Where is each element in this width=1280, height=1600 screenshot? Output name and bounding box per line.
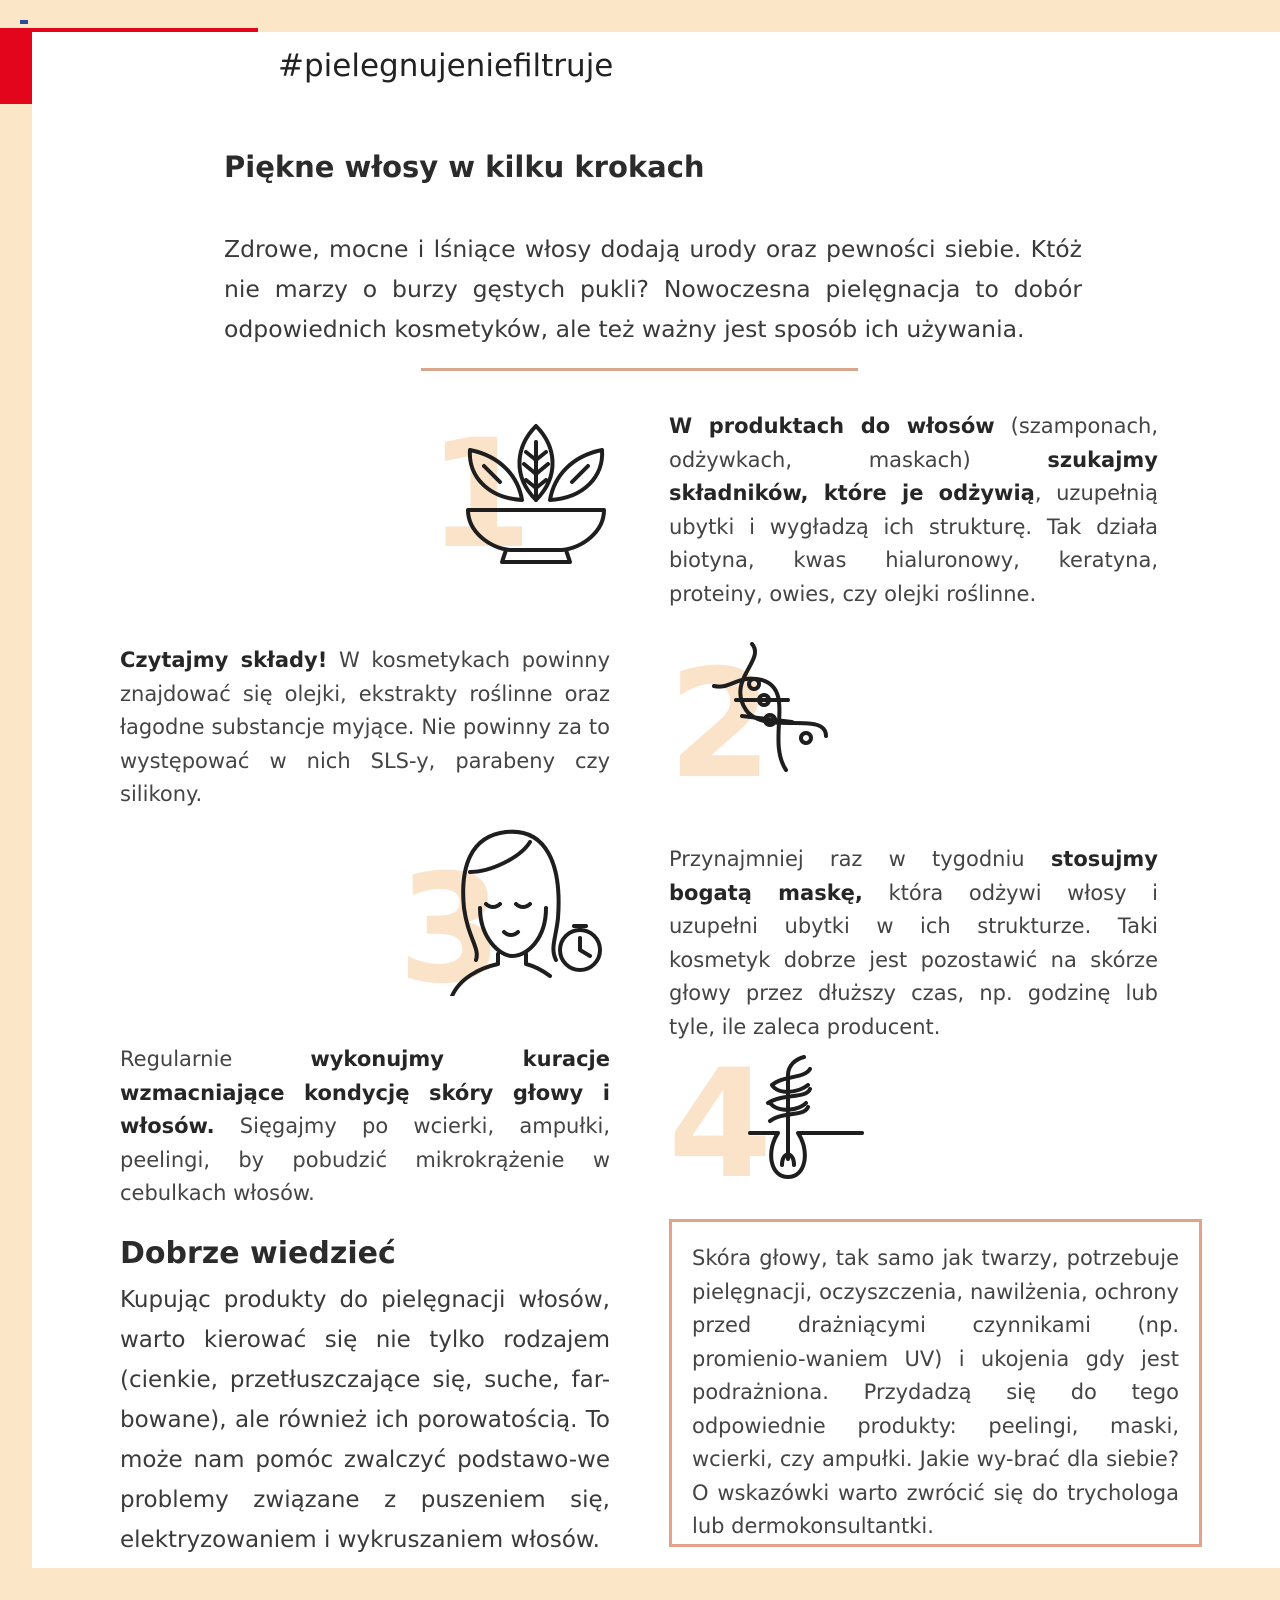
- step-3-text-2: która odżywi włosy i uzupełni ubytki w ich strukturze. Taki kosmetyk dobrze jest pozostawić na skórze głowy przez dłuższy czas, np. godzinę lub tyle, ile zaleca producent.: [669, 880, 1159, 1039]
- step-number-2: 2: [668, 638, 773, 812]
- step-2-text-1: W kosmetykach powinny znajdować się olejki, ekstrakty roślinne oraz łagodne substancje myjące. Nie powinny za to występować w nich SLS-y, parabeny czy silikony.: [120, 648, 610, 806]
- divider: [421, 368, 858, 371]
- step-4-text-2: Sięgajmy po wcierki, ampułki, peelingi, by pobudzić mikrokrążenie w cebulkach włosów.: [120, 1114, 610, 1205]
- step-2-bold-1: Czytajmy składy!: [120, 648, 328, 672]
- step-2-text: [120, 644, 610, 812]
- step-4-text-1: Regularnie: [120, 1047, 311, 1071]
- step-1-text: [669, 410, 1158, 611]
- step-number-3: 3: [398, 843, 503, 1017]
- step-1-text-1: (szamponach, odżywkach, maskach): [669, 414, 1158, 472]
- woman-timer-icon: [450, 828, 610, 996]
- info-box: [669, 1219, 1202, 1547]
- hair-follicle-icon: [748, 1055, 864, 1181]
- step-number-1: 1: [428, 408, 533, 582]
- intro-paragraph: Zdrowe, mocne i lśniące włosy dodają urody oraz pewności siebie. Któż nie marzy o burzy gęstych pukli? Nowoczesna pielęgnacja to dobór odpowiednich kosmetyków, ale też ważny jest sposób ich używania.: [224, 235, 1082, 343]
- step-3-text-1: Przynajmniej raz w tygodniu: [669, 847, 1051, 871]
- step-4-bold-1: wykonujmy kuracje wzmacniające kondycję skóry głowy i włosów.: [120, 1047, 610, 1138]
- step-1-text-2: , uzupełnią ubytki i wygładzą ich strukturę. Tak działa biotyna, kwas hialuronowy, keratyna, proteiny, owies, czy olejki roślinne.: [669, 481, 1158, 606]
- step-3-bold-1: stosujmy bogatą maskę,: [669, 847, 1158, 905]
- step-4-text: [120, 1043, 610, 1211]
- hashtag: #pielegnujeniefiltruje: [278, 48, 614, 84]
- info-box-text: Skóra głowy, tak samo jak twarzy, potrzebuje pielęgnacji, oczyszczenia, nawilżenia, ochrony przed drażniącymi czynnikami (np. promienio-waniem UV) i ukojenia gdy jest podrażniona. Przydadzą się do tego odpowiednie produkty: peelingi, maski, wcierki, czy ampułki. Jakie wy-brać dla siebie? O wskazówki warto zwrócić się do trychologa lub dermokonsultantki.: [692, 1246, 1179, 1538]
- step-1-bold-1: W produktach do włosów: [669, 414, 995, 438]
- corner-mark: [20, 20, 28, 24]
- step-1-bold-2: szukajmy składników, które je odżywią: [669, 447, 1158, 505]
- good-to-know-title: Dobrze wiedzieć: [120, 1236, 396, 1271]
- step-3-text: [669, 843, 1158, 1044]
- plant-bowl-icon: [466, 420, 606, 572]
- page-title: Piękne włosy w kilku krokach: [224, 150, 705, 184]
- good-to-know-text: Kupując produkty do pielęgnacji włosów, warto kierować się nie tylko rodzajem (cienkie, przetłuszczające się, suche, far-bowane), ale również ich porowatością. To może nam pomóc zwalczyć podstawo-we problemy związane z puszeniem się, elektryzowaniem i wykruszaniem włosów.: [120, 1287, 610, 1553]
- dna-icon: [706, 640, 848, 780]
- step-number-4: 4: [668, 1038, 773, 1212]
